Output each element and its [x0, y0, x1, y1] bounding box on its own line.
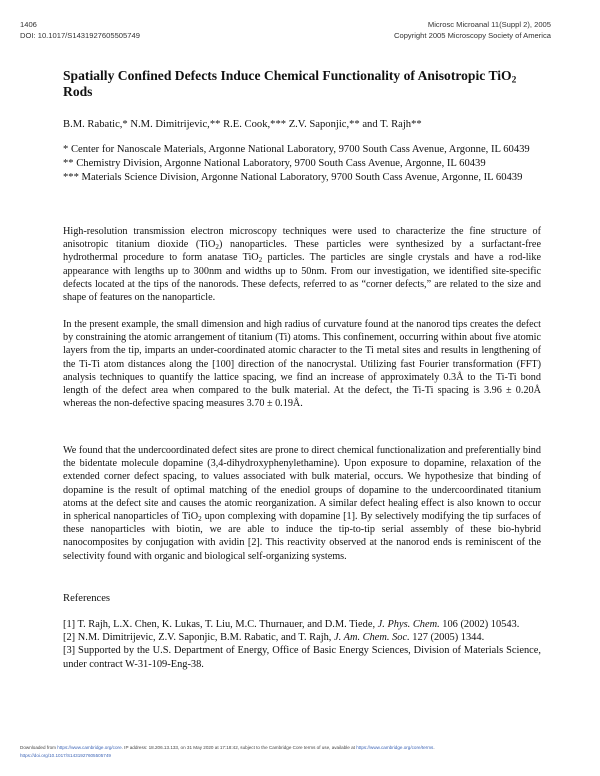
journal-citation: Microsc Microanal 11(Suppl 2), 2005 [427, 20, 551, 29]
reference-1: [1] T. Rajh, L.X. Chen, K. Lukas, T. Liu, M.C. Thurnauer, and D.M. Tiede, J. Phys. Chem. 106 (2002) 10543. [63, 619, 520, 630]
references-heading: References [63, 593, 111, 604]
header-right [394, 19, 551, 41]
authors: B.M. Rabatic,* N.M. Dimitrijevic,** R.E. Cook,*** Z.V. Saponjic,** and T. Rajh** [63, 119, 422, 130]
affiliation-1: * Center for Nanoscale Materials, Argonne National Laboratory, 9700 South Cass Avenue, Argonne, IL 60439 [63, 144, 530, 155]
header-left [20, 19, 140, 41]
cambridge-core-link[interactable]: https://www.cambridge.org/core [57, 745, 122, 750]
paragraph-1: High-resolution transmission electron microscopy techniques were used to characterize the fine structure of anisotropic titanium dioxide (TiO$_2$) nanoparticles. These particles were synthesized by a surfactant-free hydrothermal procedure to form anatase TiO$_2$ particles. The particles are single crystals and have a rod-like appearance with lengths up to 300nm and widths up to 50nm. From our investigation, we identified site-specific defects located at the tips of the nanorods. These defects, referred to as “corner defects,” are related to the size and shape of features on the nanoparticle. [63, 226, 541, 304]
affiliation-2: ** Chemistry Division, Argonne National Laboratory, 9700 South Cass Avenue, Argonne, IL 60439 [63, 158, 486, 169]
terms-link[interactable]: https://www.cambridge.org/core/terms [356, 745, 434, 750]
reference-2: [2] N.M. Dimitrijevic, Z.V. Saponjic, B.M. Rabatic, and T. Rajh, J. Am. Chem. Soc. 127 (2005) 1344. [63, 632, 485, 644]
page-number: 1406 [20, 20, 37, 29]
doi: DOI: 10.1017/S1431927605505749 [20, 31, 140, 40]
affiliation-3: *** Materials Science Division, Argonne National Laboratory, 9700 South Cass Avenue, Argonne, IL 60439 [63, 172, 523, 183]
paragraph-3: We found that the undercoordinated defect sites are prone to direct chemical functionalization and preferentially bind the bidentate molecule dopamine (3,4-dihydroxyphenylethamine). Upon exposure to dopamine, relaxation of the extended corner defect spacing, to values associated with bulk material, occurs. We hypothesize that binding of dopamine is the result of optimal matching of the enediol groups of dopamine to the undercoordinated titanium atoms at the defect site and causes the atomic reorganization. A similar defect healing effect is also known to occur in spherical nanoparticles of TiO$_2$ upon complexing with dopamine [1]. By selectively modifying the tip surfaces of these nanoparticles with biotin, we are able to induce the tip-to-tip serial assembly of these bio-hybrid nanocomposites by conjugation with avidin [2]. This reactivity observed at the nanorod ends is reminiscent of the selectivity found with organic and biological self-organizing systems. [63, 445, 541, 562]
copyright: Copyright 2005 Microscopy Society of America [393, 31, 551, 40]
download-footer: Downloaded from https://www.cambridge.org/core. IP address: 18.206.13.133, on 31 May 2020 at 17:18:42, subject to the Cambridge Core terms of use, available at https://www.cambridge.org/core/terms. https://doi.org/10.1017/S1431927605505749 [20, 745, 435, 758]
paragraph-2: In the present example, the small dimension and high radius of curvature found at the nanorod tips creates the defect by constraining the atomic arrangement of titanium (Ti) atoms. This confinement, occurring within about five atomic layers from the tip, imparts an under-coordinated atomic character to the Ti metal sites and results in lengthening of the Ti-Ti atom distances along the [100] direction of the nanocrystal. Utilizing fast Fourier transformation (FFT) analysis techniques to quantify the lattice spacing, we find an increase of approximately 0.3Å to the Ti-Ti bond length of the defect area when compared to the bulk material. At the defect, the Ti-Ti spacing is 3.96 ± 0.20Å whereas the non-defective spacing measures 3.70 ± 0.19Å. [63, 319, 541, 410]
references-list [63, 618, 541, 671]
doi-link[interactable]: https://doi.org/10.1017/S1431927605505749 [20, 753, 111, 758]
paper-title: Spatially Confined Defects Induce Chemical Functionality of Anisotropic TiO$_2$ Rods [63, 68, 517, 99]
reference-3: [3] Supported by the U.S. Department of Energy, Office of Basic Energy Sciences, Division of Materials Science, under contract W-31-109-Eng-38. [63, 645, 541, 670]
affiliations [63, 143, 541, 185]
